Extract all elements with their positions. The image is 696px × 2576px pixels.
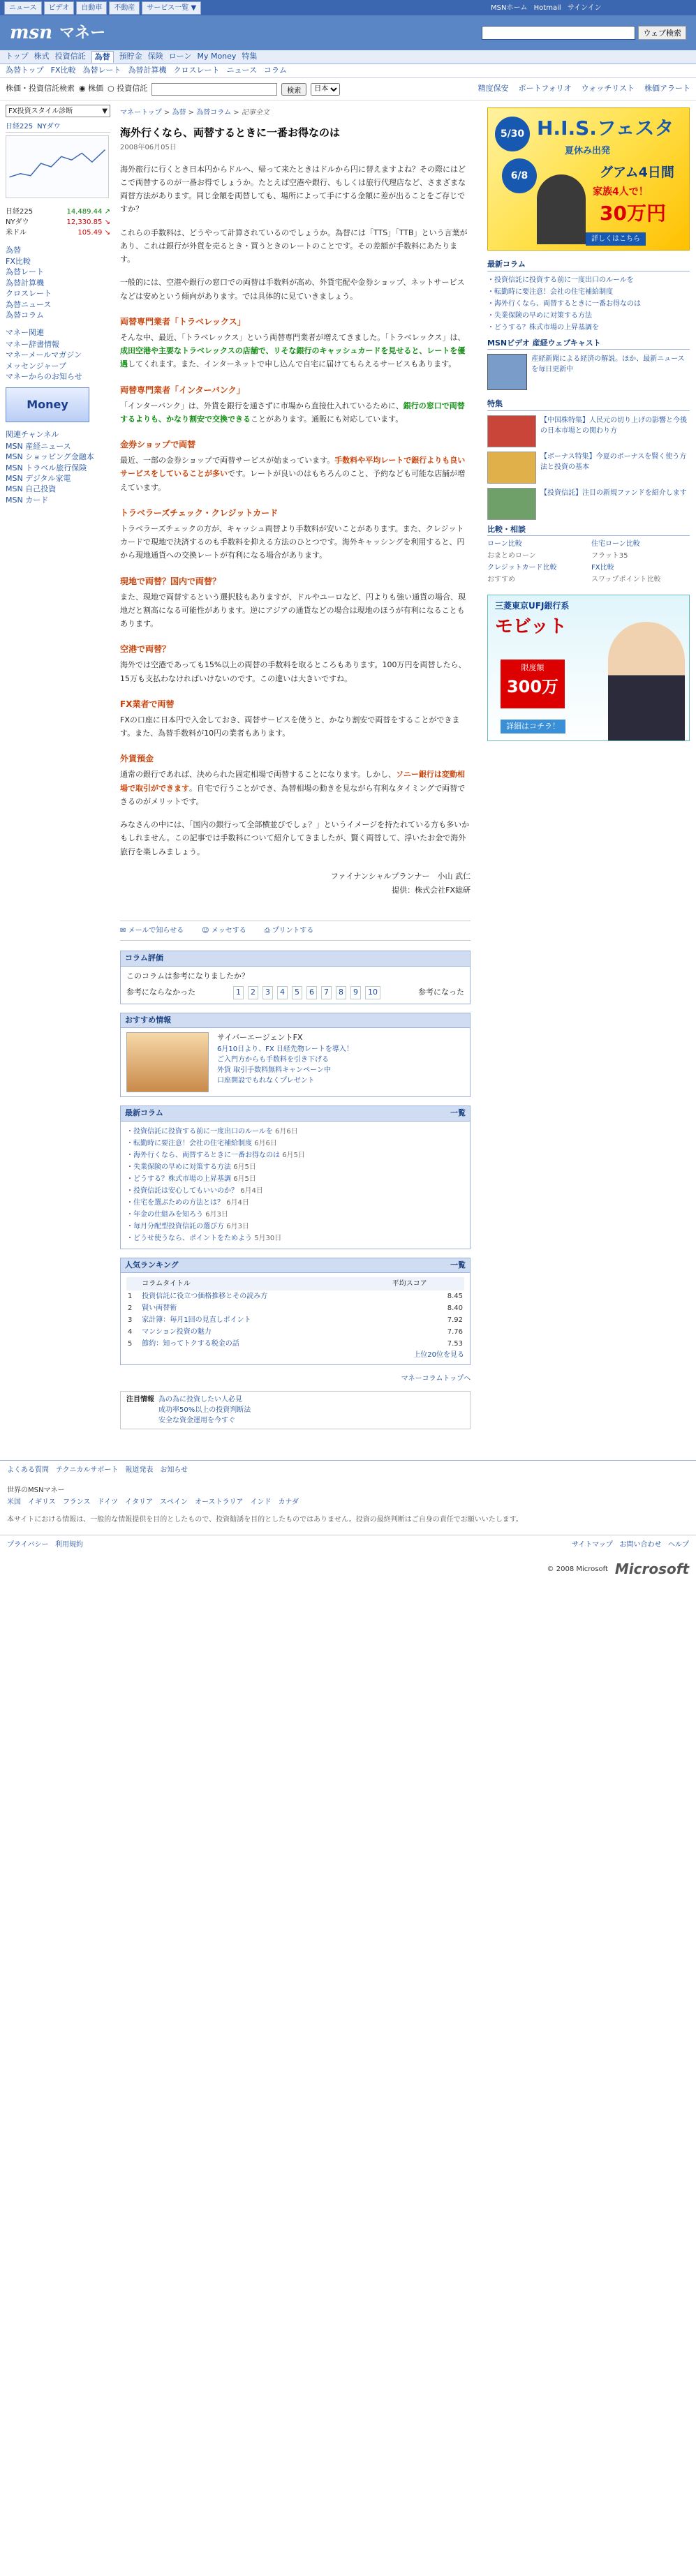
tab-loans[interactable]: ローン [168,52,192,61]
left-nav-item[interactable]: 為替レート [6,267,44,277]
footer-link[interactable]: 報道発表 [125,1466,154,1475]
feature-item[interactable]: 【中国株特集】人民元の切り上げの影響と今後の日本市場との関わり方 [487,415,690,447]
ranking-header: 人気ランキング 一覧 [120,1258,471,1274]
article-date: 2008年06月05日 [120,143,177,151]
article-paragraph: みなさんの中には、「国内の銀行って全部横並びでしょ？」というイメージを持たれている方も多いかもしれません。この記事では手数料について紹介してきましたが、賢く両替して、浮いたお金で海外旅行を楽しみましょう。 [120,820,470,856]
left-ch-item[interactable]: MSN 産経ニュース [6,441,71,451]
left-rel-item[interactable]: メッセンジャーブ [6,361,66,371]
tab-insurance[interactable]: 保険 [147,52,163,61]
notice-item[interactable]: 為の為に投資したい人必見 [158,1396,242,1404]
tab-stocks[interactable]: 株式 [34,52,50,61]
print-link[interactable]: ⎙ プリントする [264,927,314,935]
recommend-item[interactable]: 外貨 取引手数料無料キャンペーン中 [217,1066,331,1074]
site-title: マネー [59,24,106,42]
terms-link[interactable]: 利用規約 [55,1541,84,1549]
ad-date-start: 5/30 [495,117,530,151]
rating-option[interactable]: 3 [262,986,273,999]
subnav-fx-top[interactable]: 為替トップ [6,66,44,75]
section-heading: 外貨預金 [120,754,154,764]
subnav-rates[interactable]: 為替レート [82,66,121,75]
article-paragraph: 海外旅行に行くとき日本円からドルへ、帰って来たときはドルから円に替えますよね？その際にはどこで両替するのが一番お得でしょうか。たとえば空港や銀行、もしくは旅行代理店など、さまざまな両替方法があります。同じ金額を両替しても、場所によって手にする金額に差が出ることをご存じですか？ [120,164,466,214]
table-row[interactable]: 1 投資信託に役立つ価格推移とその読み方 8.45 [128,1293,463,1301]
sitemap-link[interactable]: サイトマップ [572,1541,613,1549]
mufg-spokesperson-image [608,622,685,740]
country-link[interactable]: イギリス [28,1498,56,1507]
market-select[interactable] [311,83,340,96]
world-msn-title: 世界のMSNマネー [7,1487,65,1495]
latest-item[interactable]: ・住宅を選ぶための方法とは？ 6月4日 [126,1198,249,1207]
left-ch-item[interactable]: MSN カード [6,495,49,505]
disclaimer: 本サイトにおける情報は、一般的な情報提供を目的としたもので、投資勧誘を目的としたものではありません。投資の最終判断はご自身の責任でお願いいたします。 [7,1516,523,1524]
rating-option[interactable]: 5 [292,986,302,999]
country-link[interactable]: インド [250,1498,272,1507]
latest-item[interactable]: ・どうする？株式市場の上昇基調 6月5日 [126,1175,256,1183]
subnav-cross[interactable]: クロスレート [173,66,220,75]
help-link[interactable]: ヘルプ [668,1541,689,1549]
tool-watchlist[interactable]: ウォッチリスト [581,84,635,94]
article-signature [120,870,471,898]
left-ch-item[interactable]: MSN ショッピング金融本 [6,452,94,462]
ranking-top20-link[interactable]: 上位20位を見る [413,1351,464,1360]
microsoft-logo[interactable]: Microsoft [614,1561,689,1578]
compare-link[interactable]: FX比較 [591,564,614,572]
recommend-header: おすすめ情報 [120,1013,471,1029]
contact-link[interactable]: お問い合わせ [619,1541,662,1549]
copyright-text: © 2008 Microsoft [547,1565,608,1573]
chart-line [10,150,105,177]
quote-row[interactable]: NYダウ 12,330.85 ↘ [6,218,110,226]
author: ファイナンシャルプランナー 小山 武仁 [330,871,471,881]
top-navigation [0,0,696,15]
compare-sub[interactable]: おまとめローン [487,552,536,560]
sub-nav [0,64,696,78]
latest-item[interactable]: ・海外行くなら、両替するときに一番お得なのは 6月5日 [126,1151,305,1159]
left-nav-item[interactable]: FX比較 [6,257,31,266]
country-link[interactable]: ドイツ [97,1498,119,1507]
notice-label: 注目情報 [126,1396,154,1404]
brand-header [0,15,696,50]
tab-mymoney[interactable]: My Money [197,52,237,61]
country-link[interactable]: イタリア [125,1498,154,1507]
ad-details-button[interactable]: 詳しくはこちら [586,232,646,246]
recommend-box [120,1028,471,1097]
subnav-fx-compare[interactable]: FX比較 [50,66,76,75]
latest-box [120,1122,471,1249]
rating-header: コラム評価 [120,951,471,967]
rating-option[interactable]: 2 [248,986,258,999]
left-ch-item[interactable]: MSN デジタル家電 [6,474,71,484]
subnav-calculator[interactable]: 為替計算機 [128,66,167,75]
recommend-item[interactable]: ご入門方からも手数料を引き下げる [217,1055,329,1064]
stock-search-input[interactable] [151,83,277,96]
subnav-news[interactable]: ニュース [226,66,257,75]
web-search-input[interactable] [482,26,635,40]
section-heading: 金券ショップで両替 [120,440,196,449]
mufg-details-button[interactable]: 詳細はコチラ！ [501,720,565,734]
article-paragraph: これらの手数料は、どうやって計算されているのでしょうか。為替には「TTS」「TTB」という言葉があり、これは銀行が外貨を売るとき・買うときのレートのことです。その差額が手数料にあたります。 [120,228,468,264]
left-nav-item[interactable]: クロスレート [6,289,52,299]
mufg-limit: 限度額 300万 [501,660,565,708]
table-row[interactable]: 2 賢い両替術 8.40 [128,1304,463,1313]
topnav-services[interactable]: サービス一覧 ▼ [142,1,201,15]
section-heading: FX業者で両替 [120,699,175,709]
tab-funds[interactable]: 投資信託 [54,52,86,61]
messenger-share-link[interactable]: ☺ メッセする [202,927,246,935]
topnav-news[interactable]: ニュース [4,1,42,15]
footer [0,1460,696,1535]
right-latest-item[interactable]: ・失業保険の早めに対策する方法 [487,311,592,320]
latest-item[interactable]: ・どうせ使うなら、ポイントをためよう 5月30日 [126,1234,282,1242]
left-nav-item[interactable]: 為替計算機 [6,278,44,288]
right-latest-item[interactable]: ・投資信託に投資する前に一度出口のルールを [487,276,634,284]
right-latest-item[interactable]: ・転勤時に要注意！会社の住宅補給制度 [487,288,613,296]
tab-nydow[interactable]: NYダウ [37,123,61,131]
compare-sub[interactable]: フラット35 [591,552,628,560]
column-top-link[interactable]: マネーコラムトップへ [401,1375,471,1383]
feature-thumb [487,452,536,484]
feature-item[interactable]: 【投資信託】注目の新規ファンドを紹介します [487,488,690,520]
notice-item[interactable]: 成功率50%以上の投資判断法 [158,1406,251,1415]
messenger-icon: ☺ [202,927,209,935]
radio-stock[interactable]: ◉ 株価 [79,84,104,94]
latest-item[interactable]: ・投資信託に投資する前に一度出口のルールを 6月6日 [126,1127,298,1136]
article-paragraph: 「インターバンク」は、外貨を銀行を通さずに市場から直接仕入れているために、銀行の窓口で両替するよりも、かなり割安で交換できることがあります。通販にも対応しています。 [120,401,465,424]
right-latest-item[interactable]: ・どうする？株式市場の上昇基調を [487,323,599,332]
left-fx-title[interactable]: 為替 [6,245,21,255]
money-ad-banner[interactable]: Money [6,387,89,422]
notice-item[interactable]: 安全な資金運用を今すぐ [158,1417,235,1425]
video-thumbnail[interactable] [487,354,527,390]
left-nav-item[interactable]: 為替ニュース [6,299,52,309]
recommend-item[interactable]: 6月10日より、FX 日経先物レートを導入！ [217,1045,353,1053]
left-rel-item[interactable]: マネー辞書情報 [6,339,59,349]
article-paragraph: FXの口座に日本円で入金しておき、両替サービスを使うと、かなり割安で両替をすることができます。また、為替手数料が10円の業者もあります。 [120,715,460,738]
his-ad-banner[interactable] [487,107,690,251]
mufg-top: 三菱東京UFJ銀行系 [495,601,570,611]
tab-deposits[interactable]: 預貯金 [119,52,142,61]
tab-fx[interactable]: 為替 [91,51,114,64]
article-paragraph: そんな中、最近、「トラベレックス」という両替専門業者が増えてきました。「トラベレックス」は、成田空港や主要なトラベレックスの店舗で、リそな銀行のキャッシュカードを見せると、レートを優遇してくれます。また、インターネットで申し込んで自宅に届けてもらえるサービスもあります。 [120,332,466,369]
quotes-list [6,207,110,238]
rating-low-label: 参考にならなかった [126,988,195,997]
compare-sub[interactable]: おすすめ [487,576,516,583]
table-row[interactable]: 4 マンション投資の魅力 7.76 [128,1328,463,1337]
latest-item[interactable]: ・投資信託は安心してもいいのか？ 6月4日 [126,1186,263,1195]
topnav-auto[interactable]: 自動車 [76,1,107,15]
breadcrumb: マネートップ > 為替 > 為替コラム > 記事全文 [120,109,269,117]
copyright-bar [0,1554,696,1584]
ad-main: グアム4日間 [600,165,674,180]
compare-link[interactable]: ローン比較 [487,540,522,548]
share-bar [120,921,471,941]
provider: 提供：株式会社FX総研 [392,885,471,895]
recommend-item[interactable]: 口座開設でもれなくプレゼント [217,1076,315,1085]
mufg-name: モビット [495,616,567,637]
table-row[interactable]: 5 節約：知ってトクする税金の話 7.53 [128,1340,463,1348]
quote-row[interactable]: 米ドル 105.49 ↘ [6,228,110,237]
signin-link[interactable]: サインイン [567,3,602,12]
latest-item[interactable]: ・年金の仕組みを知ろう 6月3日 [126,1210,228,1219]
footer-link[interactable]: テクニカルサポート [56,1466,119,1475]
web-search-button[interactable]: ウェブ検索 [638,26,686,40]
topnav-realestate[interactable]: 不動産 [109,1,140,15]
country-link[interactable]: 米国 [7,1498,21,1507]
left-ch-title: 関連チャンネル [6,430,59,440]
section-heading: 両替専門業者「インターバンク」 [120,385,245,395]
section-heading: トラベラーズチェック・クレジットカード [120,507,279,518]
article-paragraph: 海外では空港であっても15%以上の両替の手数料を取るところもあります。100万円を両替したら、15万も支払わなければいけないのです。この違いは大きいですね。 [120,660,466,683]
country-link[interactable]: カナダ [278,1498,299,1507]
left-sidebar [3,100,113,1446]
footer-link[interactable]: お知らせ [160,1466,188,1475]
ad-sub2: 家族4人で！ [593,186,649,198]
topnav-video[interactable]: ビデオ [44,1,75,15]
article-paragraph: また、現地で両替するという選択肢もありますが、ドルやユーロなど、円よりも強い通貨の場合、現地だと割高になる可能性があります。逆にアジアの通貨などの場合は現地のほうが有利になることもあります。 [120,592,466,628]
ad-sub: 夏休み出発 [565,146,611,156]
ad-title: H.I.S.フェスタ [537,117,674,140]
footer-link[interactable]: よくある質問 [7,1466,49,1475]
rating-option[interactable]: 4 [277,986,288,999]
latest-item[interactable]: ・転勤時に要注意！会社の住宅補給制度 6月6日 [126,1139,277,1147]
left-rel-item[interactable]: マネーメールマガジン [6,350,82,360]
latest-header: 最新コラム 一覧 [120,1105,471,1122]
table-row[interactable]: 3 家計簿：毎月1回の見直しポイント 7.92 [128,1316,463,1325]
video-title: MSNビデオ 産経ウェブキャスト [487,338,690,350]
mufg-ad-banner[interactable] [487,595,690,741]
stock-search-bar [0,78,696,100]
right-sidebar [483,100,693,1446]
privacy-link[interactable]: プライバシー [7,1541,49,1549]
rating-option[interactable]: 1 [233,986,244,999]
sponsor-photo[interactable] [126,1032,209,1092]
rating-box [120,967,471,1004]
ad-kids-image [537,174,586,244]
notice-box [120,1391,471,1429]
left-ch-item[interactable]: MSN 自己投資 [6,484,57,494]
right-latest-title: 最新コラム [487,259,690,271]
sponsor-name[interactable]: サイバーエージェントFX [217,1033,303,1043]
ad-price: 30万円 [600,202,666,225]
left-nav-item[interactable]: 為替コラム [6,310,44,320]
latest-item[interactable]: ・失業保険の早めに対策する方法 6月5日 [126,1163,256,1171]
latest-more-link[interactable]: 一覧 [450,1108,466,1118]
rating-question: このコラムは参考になりましたか？ [126,971,249,981]
article-paragraph: 一般的には、空港や銀行の窓口での両替は手数料が高め、外貨宅配や金券ショップ、ネットサービスなどは安めという傾向があります。では具体的に見ていきましょう。 [120,278,465,301]
tool-portfolio[interactable]: ポートフォリオ [518,84,572,94]
section-heading: 空港で両替？ [120,644,171,655]
subnav-column[interactable]: コラム [264,66,287,75]
ranking-box [120,1273,471,1365]
compare-link[interactable]: 住宅ローン比較 [591,540,640,548]
print-icon: ⎙ [264,927,270,935]
hotmail-link[interactable]: Hotmail [533,3,561,12]
article-paragraph: トラベラーズチェックの方が、キャッシュ両替より手数料が安いことがあります。また、クレジットカードで現地で決済するのも手数料を抑える方法のひとつです。海外キャッシングを利用すると、円から現地通貨への交換レートが有利になる場合があります。 [120,523,465,560]
tool-alert[interactable]: 株価アラート [644,84,690,94]
bottom-bar [0,1535,696,1554]
article-paragraph: 最近、一部の金券ショップで両替サービスが始まっています。手数料や平均レートで銀行よりも良いサービスをしていることが多いです。レートが良いのはもちろんのこと、予約なども可能な店舗が増えています。 [120,456,466,492]
section-heading: 現地で両替？国内で両替？ [120,576,221,586]
left-rel-title[interactable]: マネー関連 [6,328,44,338]
article-column [113,100,483,1446]
stock-search-label: 株価・投資信託検索 [6,84,75,94]
rating-high-label: 参考になった [418,988,464,997]
compare-title: 比較・相談 [487,524,690,537]
index-chart [6,135,109,198]
msn-home-link[interactable]: MSNホーム [491,3,528,12]
rating-option[interactable]: 10 [365,986,380,999]
feature-thumb [487,488,536,520]
country-link[interactable]: スペイン [160,1498,188,1507]
compare-sub[interactable]: スワップポイント比較 [591,576,661,583]
msn-logo[interactable]: msn [10,22,53,43]
quote-row[interactable]: 日経225 14,489.44 ↗ [6,207,110,216]
right-latest-item[interactable]: ・海外行くなら、両替するときに一番お得なのは [487,299,641,308]
tab-top[interactable]: トップ [6,52,29,61]
rating-option[interactable]: 7 [321,986,332,999]
article-title: 海外行くなら、両替するときに一番お得なのは [120,126,341,139]
main-nav [0,50,696,64]
left-rel-item[interactable]: マネーからのお知らせ [6,372,82,382]
country-link[interactable]: フランス [62,1498,91,1507]
fx-style-dropdown[interactable]: FX投資スタイル診断 ▼ [6,105,110,117]
chevron-down-icon: ▼ [102,107,108,115]
ranking-col-title: コラムタイトル [140,1277,391,1290]
compare-link[interactable]: クレジットカード比較 [487,564,557,572]
article-paragraph: 通常の銀行であれば、決められた固定相場で両替することになります。しかし、ソニー銀行は変動相場で取引ができます。自宅で行うことができ、為替相場の動きを見ながら有利なタイミングで両替できるのがメリットです。 [120,770,466,806]
rating-option[interactable]: 9 [350,986,361,999]
feature-item[interactable]: 【ボーナス特集】今夏のボーナスを賢く使う方法と投資の基本 [487,452,690,484]
stock-search-button[interactable]: 検索 [281,83,306,96]
country-link[interactable]: オーストラリア [195,1498,244,1507]
tab-nikkei[interactable]: 日経225 [6,123,34,131]
rating-option[interactable]: 8 [336,986,346,999]
feature-thumb [487,415,536,447]
ranking-more-link[interactable]: 一覧 [450,1260,466,1270]
rating-option[interactable]: 6 [306,986,317,999]
video-description[interactable]: 産経新聞による経済の解説。ほか、最新ニュースを毎日更新中 [531,355,685,373]
compare-grid [487,539,690,585]
section-heading: 両替専門業者「トラベレックス」 [120,316,246,327]
mail-share-link[interactable]: ✉ メールで知らせる [120,927,184,935]
ad-date-end: 6/8 [502,158,537,193]
tool-1[interactable]: 精度保安 [477,84,509,94]
radio-fund[interactable]: ○ 投資信託 [108,84,148,94]
left-ch-item[interactable]: MSN トラベル旅行保険 [6,463,87,472]
ranking-col-score: 平均スコア [391,1277,464,1290]
feature-title: 特集 [487,399,690,411]
latest-item[interactable]: ・毎月分配型投資信託の選び方 6月3日 [126,1222,249,1230]
tab-features[interactable]: 特集 [242,52,258,61]
mail-icon: ✉ [120,927,126,935]
